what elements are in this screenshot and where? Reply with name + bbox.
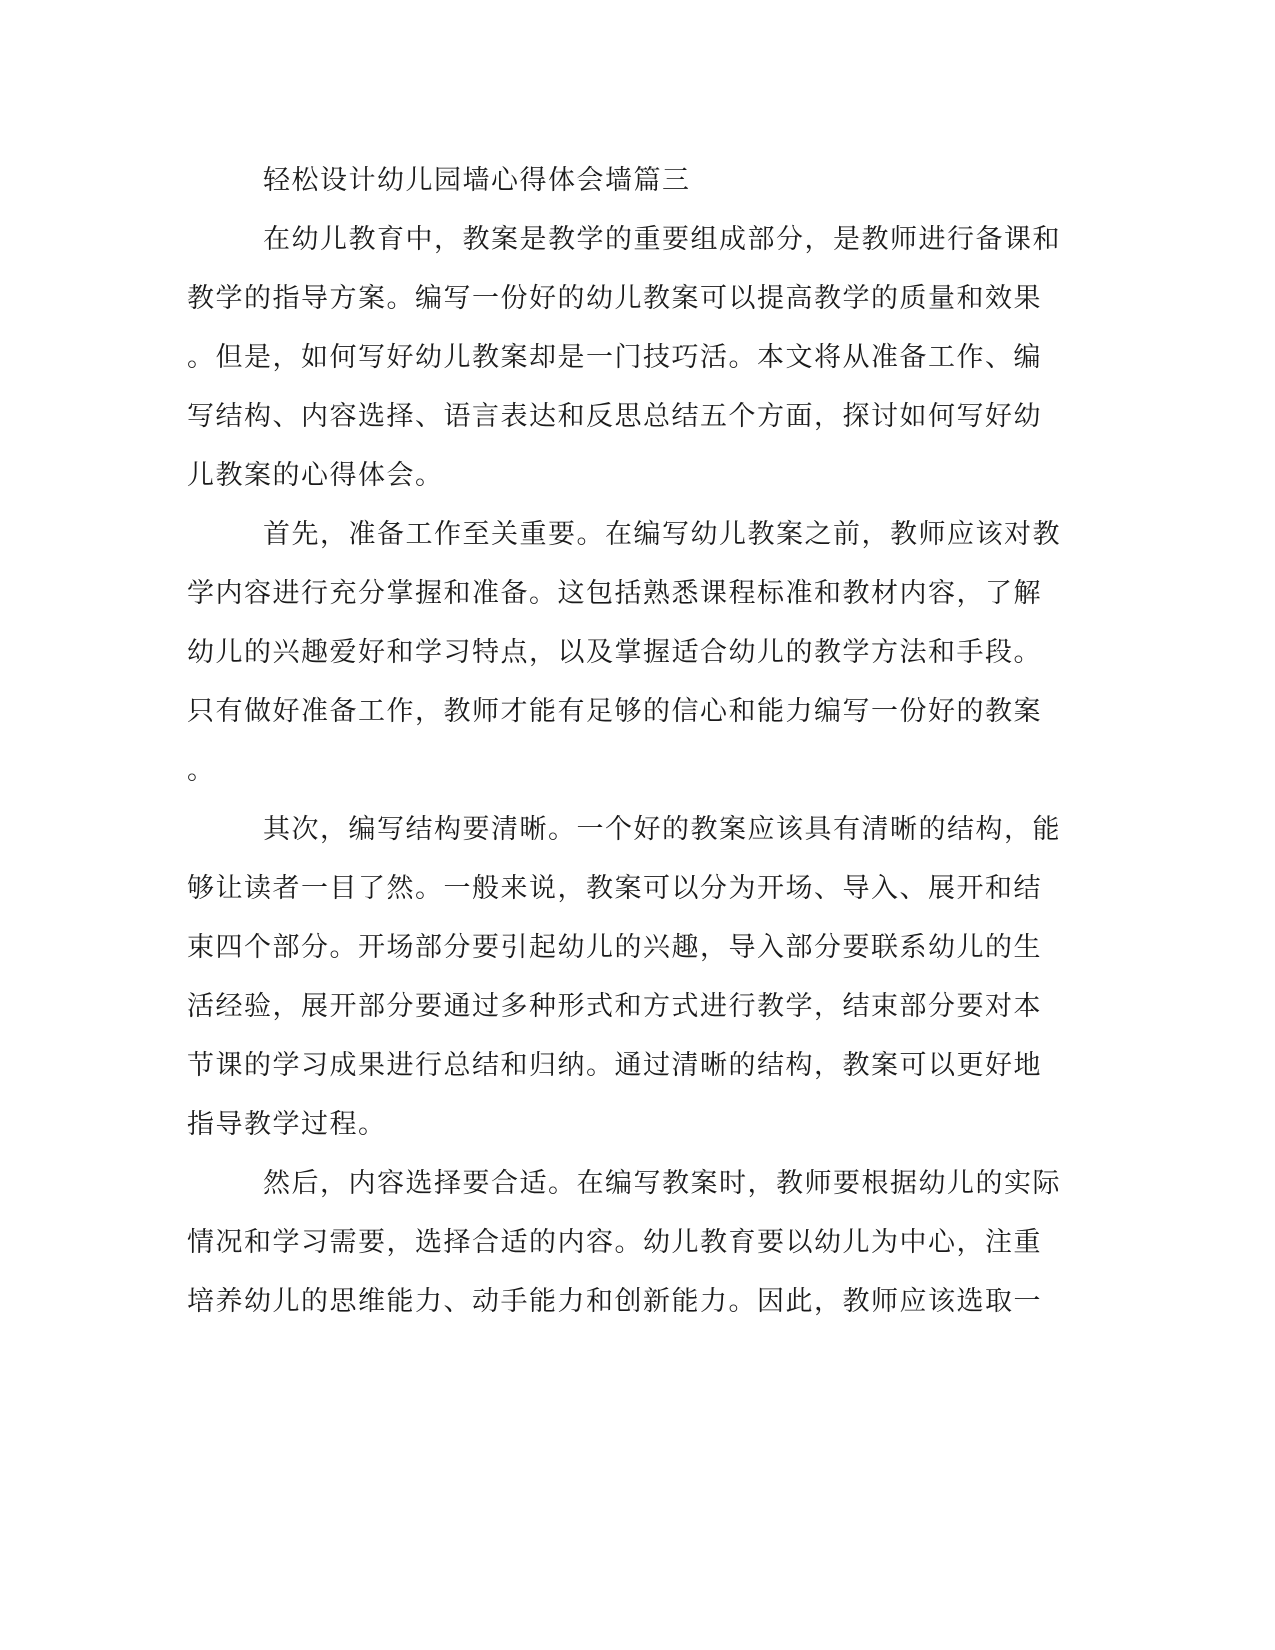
text-line: 学内容进行充分掌握和准备。这包括熟悉课程标准和教材内容，了解: [187, 578, 1042, 609]
text-line: 。: [187, 755, 216, 786]
text-line: 活经验，展开部分要通过多种形式和方式进行教学，结束部分要对本: [187, 991, 1042, 1022]
text-line: 在幼儿教育中，教案是教学的重要组成部分，是教师进行备课和: [263, 224, 1061, 255]
text-line: 只有做好准备工作，教师才能有足够的信心和能力编写一份好的教案: [187, 696, 1042, 727]
text-line: 节课的学习成果进行总结和归纳。通过清晰的结构，教案可以更好地: [187, 1050, 1042, 1081]
text-line: 教学的指导方案。编写一份好的幼儿教案可以提高教学的质量和效果: [187, 283, 1042, 314]
text-line: 培养幼儿的思维能力、动手能力和创新能力。因此，教师应该选取一: [187, 1286, 1042, 1317]
document-title: 轻松设计幼儿园墙心得体会墙篇三: [263, 165, 691, 196]
text-line: 其次，编写结构要清晰。一个好的教案应该具有清晰的结构，能: [263, 814, 1061, 845]
text-line: 幼儿的兴趣爱好和学习特点，以及掌握适合幼儿的教学方法和手段。: [187, 637, 1042, 668]
text-line: 然后，内容选择要合适。在编写教案时，教师要根据幼儿的实际: [263, 1168, 1061, 1199]
text-line: 。但是，如何写好幼儿教案却是一门技巧活。本文将从准备工作、编: [187, 342, 1042, 373]
text-line: 首先，准备工作至关重要。在编写幼儿教案之前，教师应该对教: [263, 519, 1061, 550]
text-line: 情况和学习需要，选择合适的内容。幼儿教育要以幼儿为中心，注重: [187, 1227, 1042, 1258]
text-line: 够让读者一目了然。一般来说，教案可以分为开场、导入、展开和结: [187, 873, 1042, 904]
text-line: 束四个部分。开场部分要引起幼儿的兴趣，导入部分要联系幼儿的生: [187, 932, 1042, 963]
text-line: 写结构、内容选择、语言表达和反思总结五个方面，探讨如何写好幼: [187, 401, 1042, 432]
text-line: 指导教学过程。: [187, 1109, 387, 1140]
text-line: 儿教案的心得体会。: [187, 460, 444, 491]
